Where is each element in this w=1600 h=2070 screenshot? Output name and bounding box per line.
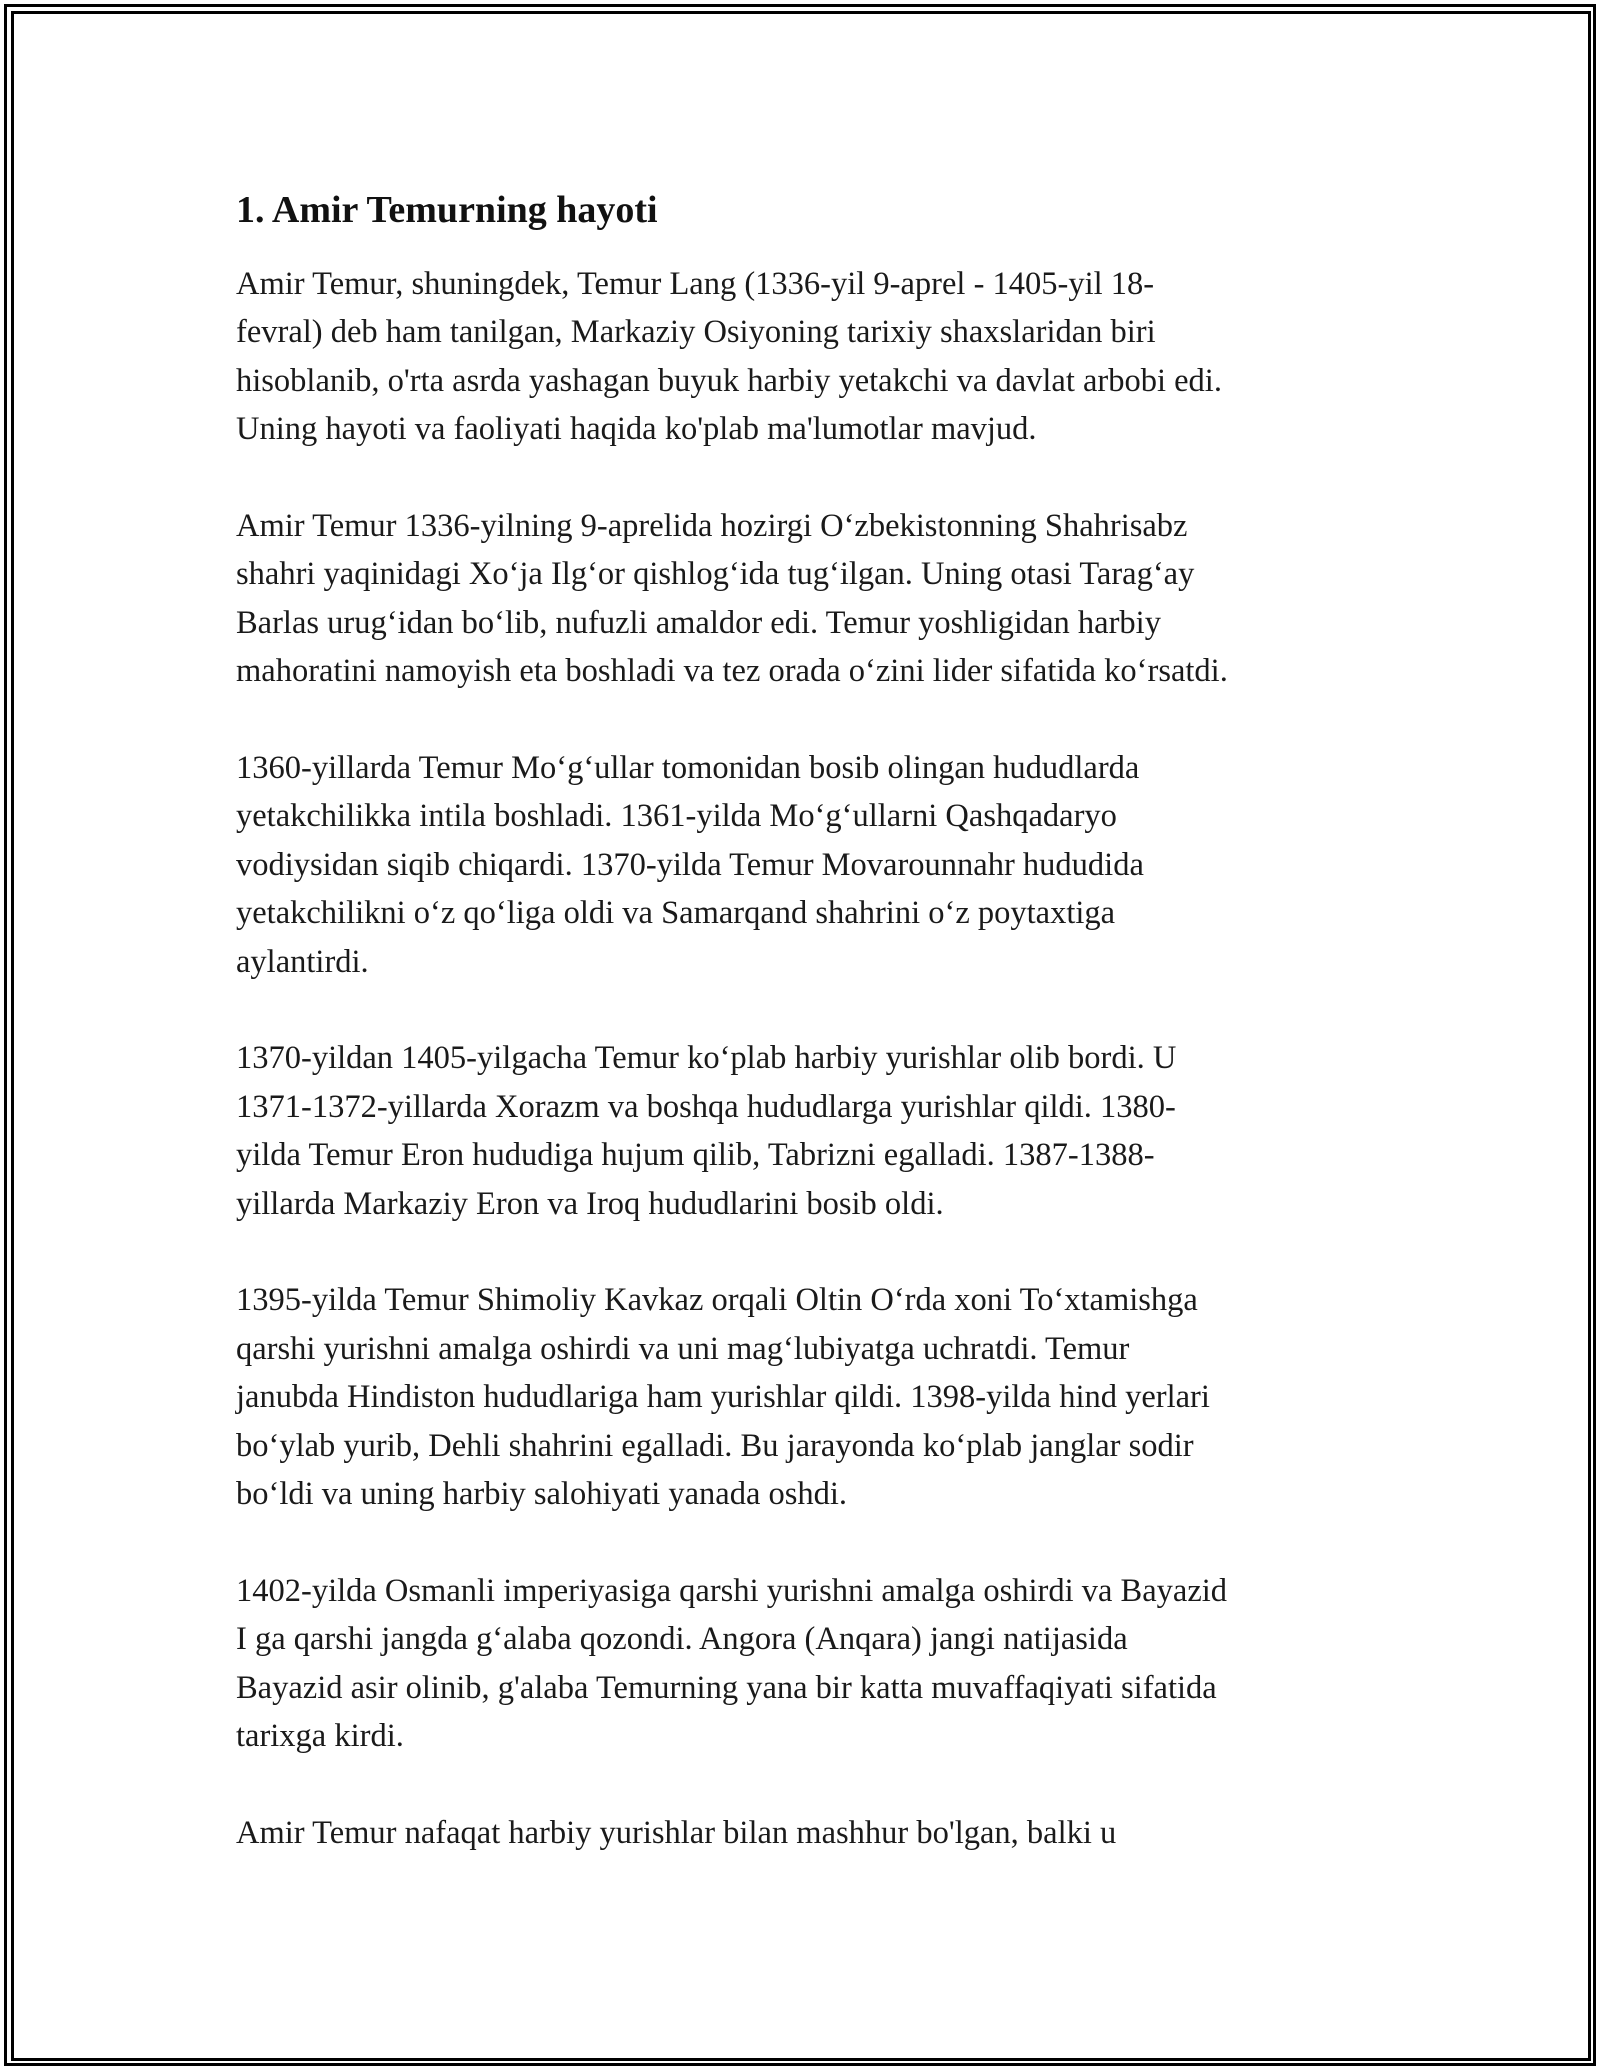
text-line: Amir Temur 1336-yilning 9-aprelida hozirgi O‘zbekistonning Shahrisabz — [236, 508, 1188, 545]
text-line: I ga qarshi jangda g‘alaba qozondi. Angora (Anqara) jangi natijasida — [236, 1621, 1128, 1658]
text-line: janubda Hindiston hududlariga ham yurishlar qildi. 1398-yilda hind yerlari — [236, 1379, 1210, 1416]
paragraph — [236, 1276, 1366, 1518]
text-line: vodiysidan siqib chiqardi. 1370-yilda Temur Movarounnahr hududida — [236, 846, 1144, 883]
paragraph — [236, 502, 1366, 696]
text-line: fevral) deb ham tanilgan, Markaziy Osiyoning tarixiy shaxslaridan biri — [236, 314, 1156, 351]
text-line: aylantirdi. — [236, 943, 369, 980]
text-line: yetakchilikni o‘z qo‘liga oldi va Samarqand shahrini o‘z poytaxtiga — [236, 895, 1116, 932]
text-line: bo‘ylab yurib, Dehli shahrini egalladi. Bu jarayonda ko‘plab janglar sodir — [236, 1427, 1194, 1464]
paragraph — [236, 1809, 1366, 1857]
text-line: yillarda Markaziy Eron va Iroq hududlarini bosib oldi. — [236, 1185, 944, 1222]
text-line: 1402-yilda Osmanli imperiyasiga qarshi yurishni amalga oshirdi va Bayazid — [236, 1572, 1228, 1609]
text-line: yetakchilikka intila boshladi. 1361-yilda Mo‘g‘ullarni Qashqadaryo — [236, 798, 1117, 835]
text-line: 1370-yildan 1405-yilgacha Temur ko‘plab harbiy yurishlar olib bordi. U — [236, 1040, 1177, 1077]
text-line: Uning hayoti va faoliyati haqida ko'plab ma'lumotlar mavjud. — [236, 411, 1037, 448]
text-line: Bayazid asir olinib, g'alaba Temurning yana bir katta muvaffaqiyati sifatida — [236, 1669, 1217, 1706]
text-line: yilda Temur Eron hududiga hujum qilib, Tabrizni egalladi. 1387-1388- — [236, 1137, 1155, 1174]
text-line: qarshi yurishni amalga oshirdi va uni mag‘lubiyatga uchratdi. Temur — [236, 1330, 1130, 1367]
text-line: Amir Temur, shuningdek, Temur Lang (1336-yil 9-aprel - 1405-yil 18- — [236, 266, 1155, 302]
paragraph — [236, 1567, 1366, 1761]
paragraph — [236, 260, 1366, 454]
text-line: 1395-yilda Temur Shimoliy Kavkaz orqali Oltin O‘rda xoni To‘xtamishga — [236, 1282, 1198, 1319]
text-line: mahoratini namoyish eta boshladi va tez orada o‘zini lider sifatida ko‘rsatdi. — [236, 653, 1228, 690]
text-line: tarixga kirdi. — [236, 1718, 404, 1755]
document-body — [236, 186, 1366, 1906]
paragraph — [236, 744, 1366, 986]
text-line: hisoblanib, o'rta asrda yashagan buyuk harbiy yetakchi va davlat arbobi edi. — [236, 362, 1222, 399]
paragraph — [236, 1034, 1366, 1228]
text-line: bo‘ldi va uning harbiy salohiyati yanada oshdi. — [236, 1476, 848, 1513]
paragraph-list — [236, 260, 1366, 1857]
text-line: Barlas urug‘idan bo‘lib, nufuzli amaldor edi. Temur yoshligidan harbiy — [236, 604, 1161, 641]
text-line: shahri yaqinidagi Xo‘ja Ilg‘or qishlog‘ida tug‘ilgan. Uning otasi Tarag‘ay — [236, 556, 1195, 593]
text-line: 1360-yillarda Temur Mo‘g‘ullar tomonidan bosib olingan hududlarda — [236, 750, 1140, 787]
text-line: 1371-1372-yillarda Xorazm va boshqa hududlarga yurishlar qildi. 1380- — [236, 1088, 1176, 1125]
text-line: Amir Temur nafaqat harbiy yurishlar bilan mashhur bo'lgan, balki u — [236, 1814, 1117, 1851]
section-title: 1. Amir Temurning hayoti — [236, 189, 658, 231]
